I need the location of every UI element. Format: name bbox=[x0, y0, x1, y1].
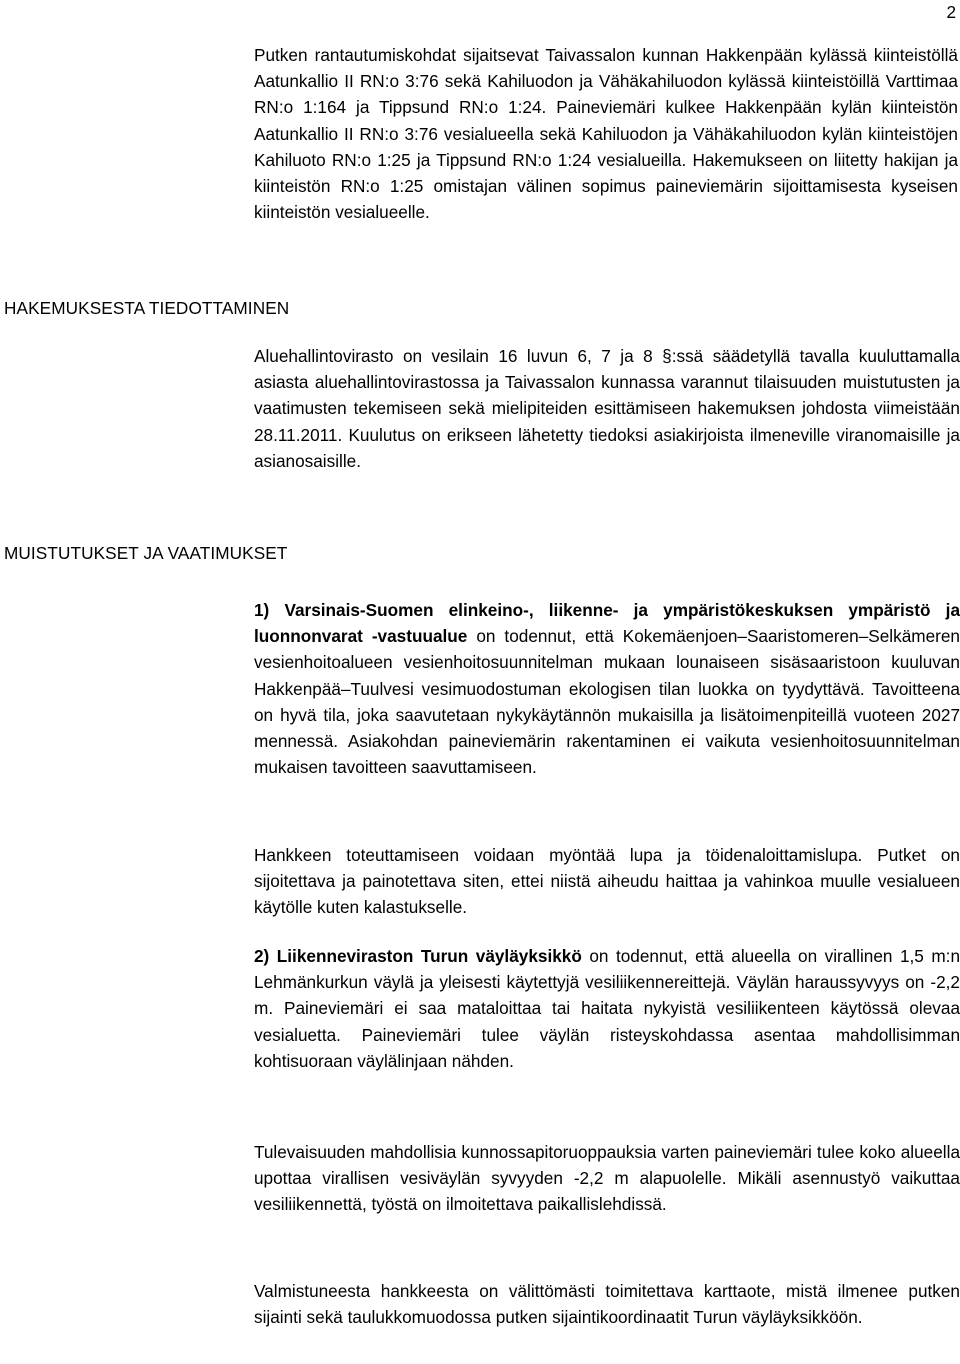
objection-1-paragraph-2: Hankkeen toteuttamiseen voidaan myöntää lupa ja töidenaloittamislupa. Putket on sijoitettava ja painotettava siten, ettei niistä aiheudu haittaa ja vahinkoa muulle vesialueen käytölle kuten kalastukselle. bbox=[254, 845, 960, 918]
section-heading-notice: HAKEMUKSESTA TIEDOTTAMINEN bbox=[4, 298, 290, 318]
intro-paragraph: Putken rantautumiskohdat sijaitsevat Taivassalon kunnan Hakkenpään kylässä kiinteistöllä Aatunkallio II RN:o 3:76 sekä Kahiluodon ja Vähäkahiluodon kylässä kiinteistöillä Varttimaa RN:o 1:164 ja Tippsund RN:o 1:24. Paineviemäri kulkee Hakkenpään kylän kiinteistön Aatunkallio II RN:o 3:76 vesialueella sekä Kahiluodon ja Vähäkahiluodon kylän kiinteistöjen Kahiluoto RN:o 1:25 ja Tippsund RN:o 1:24 vesialueilla. Hakemukseen on liitetty hakijan ja kiinteistön RN:o 1:25 omistajan välinen sopimus paineviemärin sijoittamisesta kyseisen kiinteistön vesialueelle. bbox=[254, 45, 958, 223]
objection-2-paragraph bbox=[254, 943, 960, 1074]
notice-paragraph: Aluehallintovirasto on vesilain 16 luvun 6, 7 ja 8 §:ssä säädetyllä tavalla kuuluttamalla asiasta aluehallintovirastossa ja Taivassalon kunnassa varannut tilaisuuden muistutusten ja vaatimusten tekemiseen sekä mielipiteiden esittämiseen hakemuksen johdosta viimeistään 28.11.2011. Kuulutus on erikseen lähetetty tiedoksi asiakirjoista ilmeneville viranomaisille ja asianosaisille. bbox=[254, 346, 960, 471]
objection-2-authority: 2) Liikenneviraston Turun väyläyksikkö bbox=[254, 946, 582, 966]
page-number: 2 bbox=[946, 2, 956, 22]
section-heading-objections: MUISTUTUKSET JA VAATIMUKSET bbox=[4, 543, 288, 563]
objection-2-paragraph-3: Valmistuneesta hankkeesta on välittömästi toimitettava karttaote, mistä ilmenee putken sijainti sekä taulukkomuodossa putken sijaintikoordinaatit Turun väyläyksikköön. bbox=[254, 1281, 960, 1328]
objection-1-paragraph bbox=[254, 597, 960, 780]
objection-1-authority: 1) Varsinais-Suomen elinkeino-, liikenne- ja ympäristökeskuksen ympäristö ja luonnonvarat -vastuualue bbox=[254, 600, 960, 647]
objection-2-text: on todennut, että alueella on virallinen 1,5 m:n Lehmänkurkun väylä ja yleisesti käytettyjä vesiliikennereittejä. Väylän haraussyvyys on -2,2 m. Paineviemäri ei saa mataloittaa tai haitata nykyistä vesiliikenteen käytössä olevaa vesialuetta. Paineviemäri tulee väylän risteyskohdassa asentaa mahdollisimman kohtisuoraan väylälinjaan nähden. bbox=[254, 946, 960, 1071]
objection-1-text: on todennut, että Kokemäenjoen–Saaristomeren–Selkämeren vesienhoitoalueen vesienhoitosuunnitelman mukaan lounaiseen sisäsaaristoon kuuluvan Hakkenpää–Tuulvesi vesimuodostuman ekologisen tilan luokka on tyydyttävä. Tavoitteena on hyvä tila, joka saavutetaan nykykäytännön mukaisilla ja lisätoimenpiteillä vuoteen 2027 mennessä. Asiakohdan paineviemärin rakentaminen ei vaikuta vesienhoitosuunnitelman mukaisen tavoitteen saavuttamiseen. bbox=[254, 626, 960, 778]
objection-2-paragraph-2: Tulevaisuuden mahdollisia kunnossapitoruoppauksia varten paineviemäri tulee koko alueella upottaa virallisen vesiväylän syvyyden -2,2 m alapuolelle. Mikäli asennustyö vaikuttaa vesiliikennettä, työstä on ilmoitettava paikallislehdissä. bbox=[254, 1142, 960, 1215]
